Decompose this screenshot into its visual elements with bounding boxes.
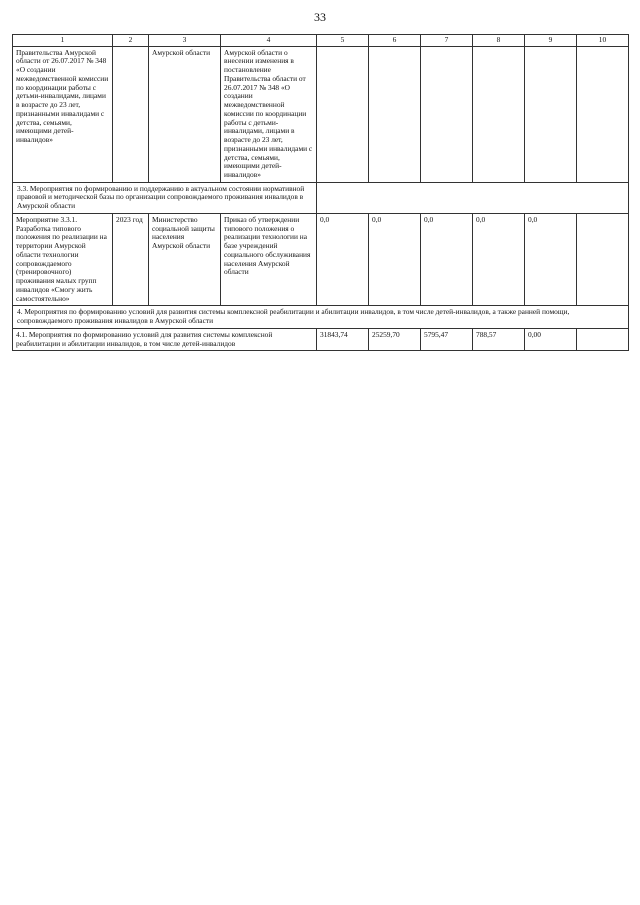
section-row [13,306,629,328]
header-cell: 4 [221,35,317,47]
header-cell: 6 [369,35,421,47]
value-cell [577,328,629,350]
period-cell: 2023 год [113,213,149,305]
value-cell [317,46,369,182]
period-cell [113,46,149,182]
header-cell: 2 [113,35,149,47]
value-cell [577,46,629,182]
result-cell: Приказ об утверждении типового положения о реализации технологии на базе учреждений социального обслуживания населения Амурской области [221,213,317,305]
header-cell: 8 [473,35,525,47]
header-cell: 1 [13,35,113,47]
header-cell: 10 [577,35,629,47]
subsection-cell: 4.1. Мероприятия по формированию условий для развития системы комплексной реабилитации и абилитации инвалидов, в том числе детей-инвалидов [13,328,317,350]
section-heading-4: 4. Мероприятия по формированию условий для развития системы комплексной реабилитации и абилитации инвалидов, в том числе детей-инвалидов, а также ранней помощи, сопровождаемого проживания инвалидов в Амурской области [13,306,629,328]
header-cell: 7 [421,35,473,47]
value-cell [525,46,577,182]
value-cell [421,46,473,182]
section-heading-3-3: 3.3. Мероприятия по формированию и поддержанию в актуальном состоянии нормативной правовой и методической базы по организации сопровождаемого проживания инвалидов в Амурской области [13,182,317,213]
header-cell: 3 [149,35,221,47]
section-row [13,182,629,213]
table-row [13,46,629,182]
value-cell: 788,57 [473,328,525,350]
value-cell: 0,0 [525,213,577,305]
value-cell: 0,0 [421,213,473,305]
activity-cell: Правительства Амурской области от 26.07.2017 № 348 «О создании межведомственной комиссии по координации работы с детьми-инвалидами, лицами в возрасте до 23 лет, признанными инвалидами с детства, семьями, имеющими детей-инвалидов» [13,46,113,182]
activity-cell: Мероприятие 3.3.1. Разработка типового положения по реализации на территории Амурской области технологии сопровождаемого (тренировочного) проживания малых групп инвалидов «Смогу жить самостоятельно» [13,213,113,305]
program-table [12,34,629,351]
value-cell: 0,0 [473,213,525,305]
value-cell: 0,0 [369,213,421,305]
header-cell: 5 [317,35,369,47]
value-cell: 0,0 [317,213,369,305]
value-cell: 5795,47 [421,328,473,350]
value-cell [473,46,525,182]
empty-cell [317,182,629,213]
result-cell: Амурской области о внесении изменения в постановление Правительства области от 26.07.2017 № 348 «О создании межведомственной комиссии по координации работы с детьми-инвалидами, лицами в возрасте до 23 лет, признанными инвалидами с детства, семьями, имеющими детей-инвалидов» [221,46,317,182]
value-cell [369,46,421,182]
value-cell: 25259,70 [369,328,421,350]
executor-cell: Министерство социальной защиты населения Амурской области [149,213,221,305]
value-cell: 31843,74 [317,328,369,350]
table-row [13,213,629,305]
value-cell: 0,00 [525,328,577,350]
table-row [13,328,629,350]
page-number: 33 [314,10,326,24]
header-row [13,35,629,47]
executor-cell: Амурской области [149,46,221,182]
header-cell: 9 [525,35,577,47]
value-cell [577,213,629,305]
